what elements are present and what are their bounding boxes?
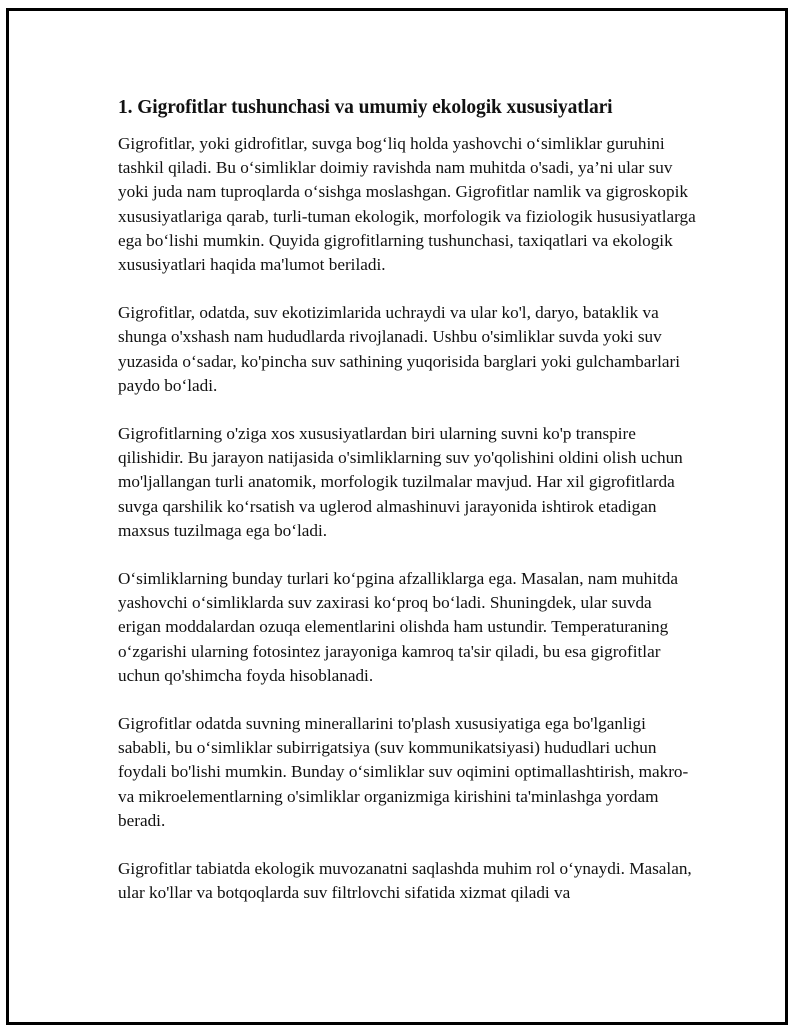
paragraph-5: Gigrofitlar odatda suvning minerallarini to'plash xususiyatiga ega bo'lganligi sababli, bu o‘simliklar subirrigatsiya (suv kommunikatsiyasi) hududlari uchun foydali bo'lishi mumkin. Bunday o‘simliklar suv oqimini optimallashtirish, makro- va mikroelementlarning o'simliklar organizmiga kirishini ta'minlashga yordam beradi. bbox=[118, 714, 689, 830]
paragraph-2: Gigrofitlar, odatda, suv ekotizimlarida uchraydi va ular ko'l, daryo, bataklik va shunga o'xshash nam hududlarda rivojlanadi. Ushbu o'simliklar suvda yoki suv yuzasida o‘sadar, ko'pincha suv sathining yuqorisida barglari yoki gulchambarlari paydo bo‘ladi. bbox=[118, 303, 680, 395]
section-heading: 1. Gigrofitlar tushunchasi va umumiy ekologik xususiyatlari bbox=[118, 97, 613, 118]
paragraph-6: Gigrofitlar tabiatda ekologik muvozanatni saqlashda muhim rol o‘ynaydi. Masalan, ular ko'llar va botqoqlarda suv filtrlovchi sifatida xizmat qiladi va bbox=[118, 859, 692, 903]
paragraph-4: O‘simliklarning bunday turlari ko‘pgina afzalliklarga ega. Masalan, nam muhitda yashovchi o‘simliklarda suv zaxirasi ko‘proq bo‘ladi. Shuningdek, ular suvda erigan moddalardan ozuqa elementlarini olishda ham ustundir. Temperaturaning o‘zgarishi ularning fotosintez jarayoniga kamroq ta'sir qiladi, bu esa gigrofitlar uchun qo'shimcha foyda hisoblanadi. bbox=[118, 569, 679, 685]
paragraph-1: Gigrofitlar, yoki gidrofitlar, suvga bog‘liq holda yashovchi o‘simliklar guruhini tashkil qiladi. Bu o‘simliklar doimiy ravishda nam muhitda o'sadi, ya’ni ular suv yoki juda nam tuproqlarda o‘sishga moslashgan. Gigrofitlar namlik va gigroskopik xususiyatlariga qarab, turli-tuman ekologik, morfologik va fiziologik hususiyatlarga ega bo‘lishi mumkin. Quyida gigrofitlarning tushunchasi, taxiqatlari va ekologik xususiyatlari haqida ma'lumot beriladi. bbox=[118, 134, 696, 275]
document-body bbox=[118, 94, 698, 929]
paragraph-3: Gigrofitlarning o'ziga xos xususiyatlardan biri ularning suvni ko'p transpire qilishidir. Bu jarayon natijasida o'simliklarning suv yo'qolishini oldini olish uchun mo'ljallangan turli anatomik, morfologik tuzilmalar mavjud. Har xil gigrofitlarda suvga qarshilik ko‘rsatish va uglerod almashinuvi jarayonida ishtirok etadigan maxsus tuzilmaga ega bo‘ladi. bbox=[118, 424, 683, 540]
